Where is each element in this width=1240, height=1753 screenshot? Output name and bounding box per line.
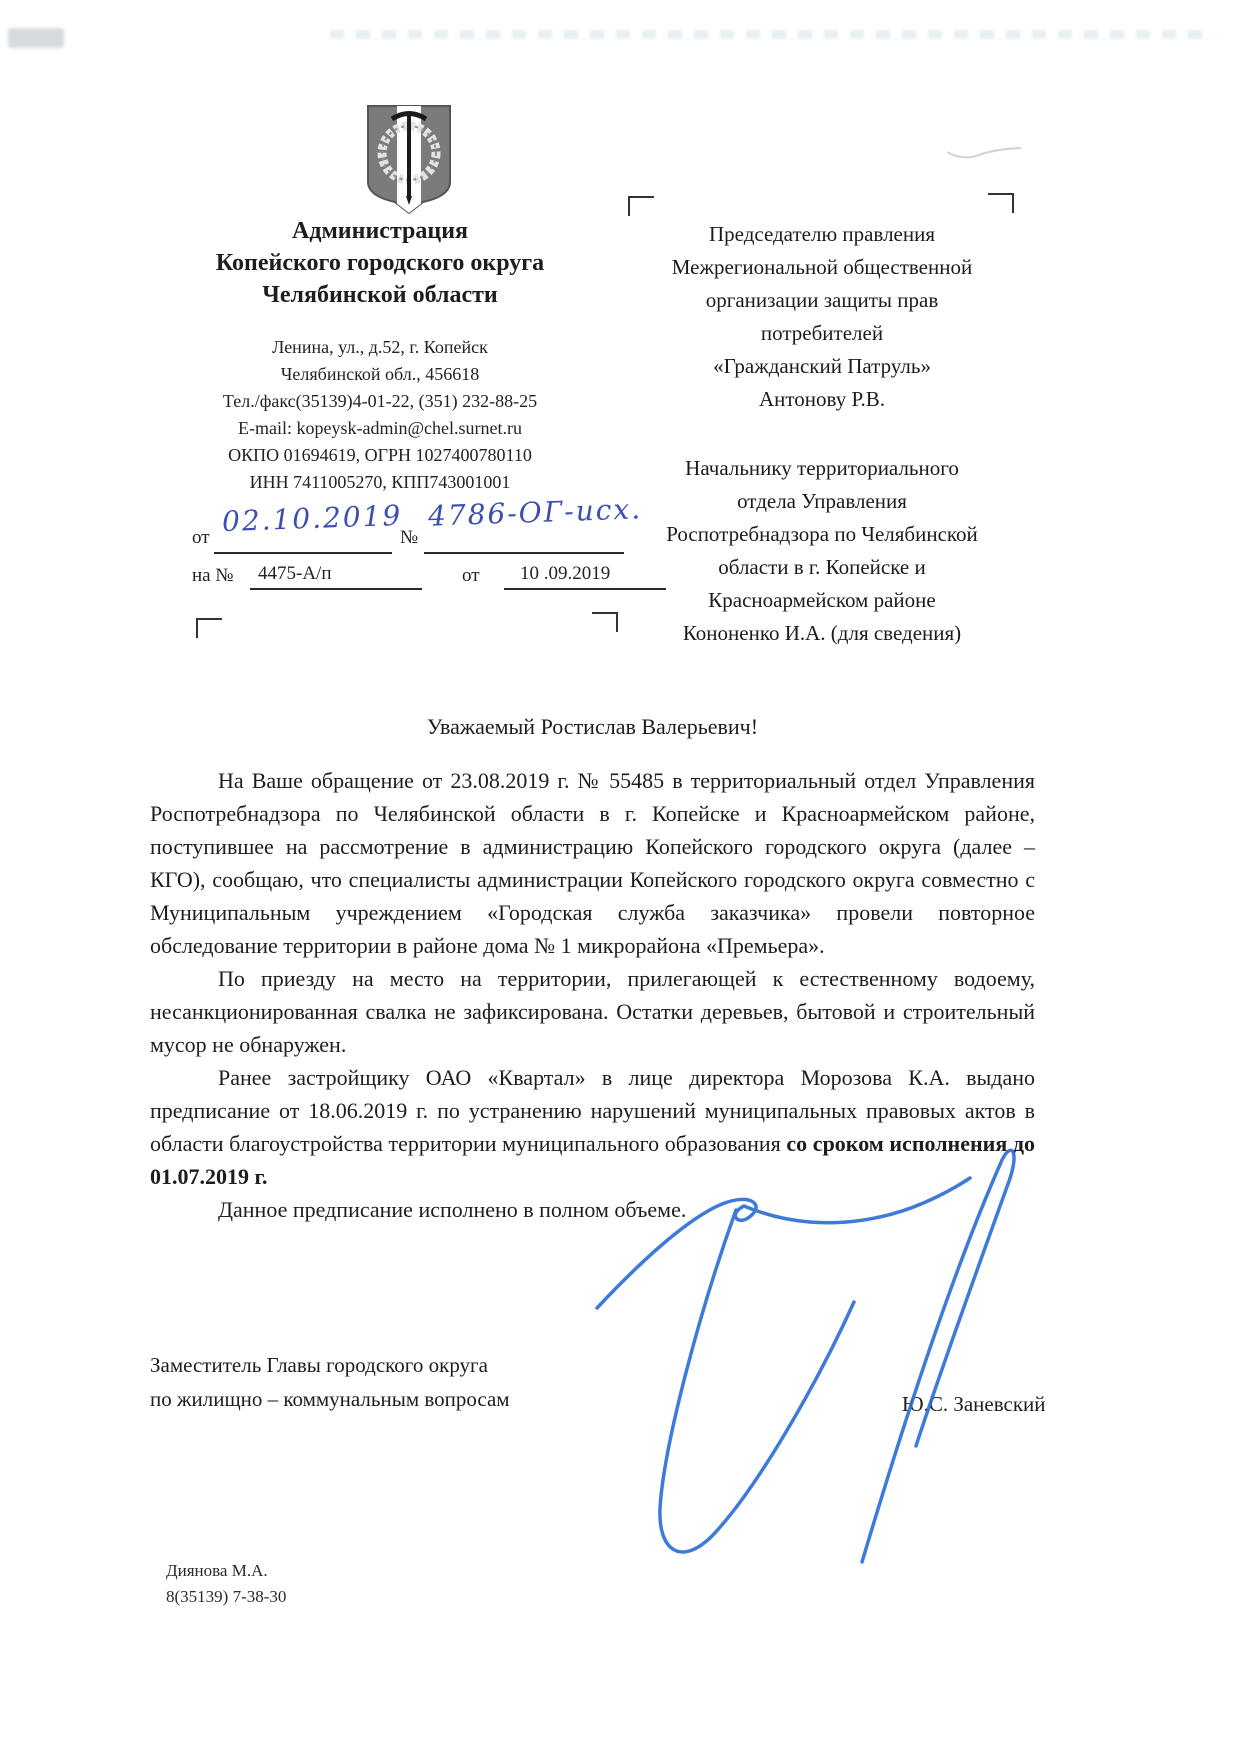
recipient-line: области в г. Копейске и [718, 555, 926, 579]
signatory-position-line: Заместитель Главы городского округа [150, 1353, 488, 1377]
recipient-block-copy [622, 452, 1022, 650]
recipient-line: Кононенко И.А. (для сведения) [682, 621, 962, 645]
executor-block [166, 1558, 286, 1610]
recipient-line: «Гражданский Патруль» [713, 354, 931, 378]
signatory-name: Ю.С. Заневский [902, 1392, 1046, 1416]
coat-of-arms-icon [363, 103, 455, 219]
org-name-line: Администрация [291, 218, 469, 244]
ref-ot-label: от [192, 527, 210, 548]
scan-artifact-streak [330, 30, 1210, 39]
letter-body [150, 764, 1035, 1226]
body-paragraph-1: На Ваше обращение от 23.08.2019 г. № 55485 в территориальный отдел Управления Роспотребнадзора по Челябинской области в г. Копейске и Красноармейском районе, поступившее на рассмотрение в администрацию Копейского городского округа (далее – КГО), сообщаю, что специалисты администрации Копейского городского округа совместно с Муниципальным учреждением «Городская служба заказчика» провели повторное обследование территории в районе дома № 1 микрорайона «Премьера». [150, 768, 1035, 958]
recipient-line: Красноармейском районе [708, 588, 936, 612]
recipient-line: Председателю правления [708, 222, 936, 246]
ref-ot2-label: от [462, 565, 480, 586]
sender-address-block [130, 334, 630, 496]
recipient-line: Межрегиональной общественной [671, 255, 973, 279]
address-line: E-mail: kopeysk-admin@chel.surnet.ru [237, 418, 522, 438]
signatory-position-line: по жилищно – коммунальным вопросам [150, 1387, 510, 1411]
org-name-line: Челябинской области [262, 282, 498, 308]
body-paragraph-3-regular: Ранее застройщику ОАО «Квартал» в лице директора Морозова К.А. выдано предписание от 18.06.2019 г. по устранению нарушений муниципальных правовых актов в области благоустройства территории муниципального образования [150, 1065, 1035, 1156]
address-line: Ленина, ул., д.52, г. Копейск [272, 337, 488, 357]
frame-corner-mark [628, 196, 654, 216]
recipient-block-primary [622, 218, 1022, 416]
recipient-line: Начальнику территориального [685, 456, 959, 480]
body-paragraph-2: По приезду на место на территории, прилегающей к естественному водоему, несанкционированная свалка не зафиксирована. Остатки деревьев, бытовой и строительный мусор не обнаружен. [150, 966, 1035, 1057]
scan-artifact-smudge [8, 28, 64, 48]
address-line: Тел./факс(35139)4-01-22, (351) 232-88-25 [222, 391, 538, 411]
ref-number-handwritten: 4786-ОГ-исх. [427, 492, 643, 533]
executor-name: Диянова М.А. [166, 1561, 268, 1580]
ref-na-label: на № [192, 565, 234, 586]
recipient-line: организации защиты прав [705, 288, 939, 312]
recipient-line: отдела Управления [737, 489, 907, 513]
recipient-line: Антонову Р.В. [758, 387, 886, 411]
ref-underline [214, 551, 392, 554]
ref-ot2-value: 10 .09.2019 [520, 563, 611, 584]
address-line: ОКПО 01694619, ОГРН 1027400780110 [228, 445, 532, 465]
ref-underline [424, 551, 624, 554]
ref-na-value: 4475-А/п [258, 563, 332, 584]
salutation: Уважаемый Ростислав Валерьевич! [426, 714, 759, 739]
frame-corner-mark [196, 618, 222, 638]
executor-phone: 8(35139) 7-38-30 [166, 1587, 287, 1606]
signatory-position [150, 1348, 710, 1416]
body-paragraph-3-bold: со сроком исполнения до 01.07.2019 г. [150, 1131, 1035, 1189]
sender-org-name [150, 215, 610, 311]
ref-date-handwritten: 02.10.2019 [221, 498, 403, 539]
ref-no-label: № [400, 527, 419, 548]
recipient-line: потребителей [760, 321, 884, 345]
frame-corner-mark [988, 193, 1014, 213]
ref-underline [250, 587, 422, 590]
address-line: Челябинской обл., 456618 [280, 364, 480, 384]
org-name-line: Копейского городского округа [215, 250, 545, 276]
address-line: ИНН 7411005270, КПП743001001 [249, 472, 511, 492]
body-paragraph-3 [150, 1061, 1035, 1193]
frame-corner-mark [592, 612, 618, 632]
body-paragraph-4: Данное предписание исполнено в полном объеме. [218, 1197, 687, 1222]
recipient-line: Роспотребнадзора по Челябинской [666, 522, 978, 546]
